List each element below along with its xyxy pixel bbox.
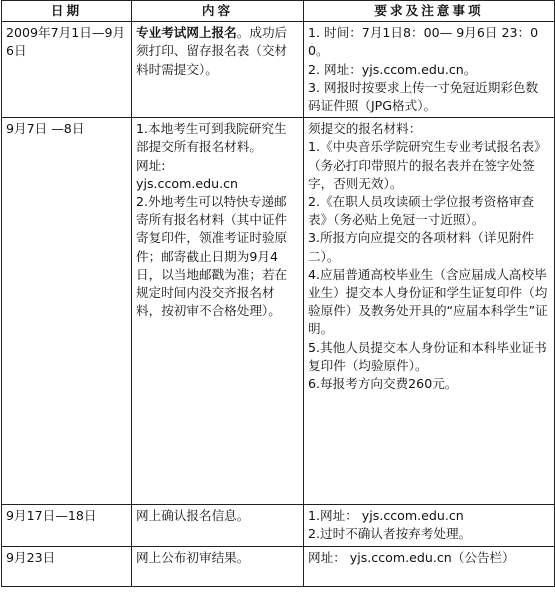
notes-cell: [304, 22, 555, 118]
note-item: 网址： yjs.ccom.edu.cn（公告栏）: [308, 549, 515, 565]
note-item: 1.网址： yjs.ccom.edu.cn: [308, 508, 464, 524]
notes-cell: [304, 546, 555, 586]
note-item: 5.其他人员提交本人身份证和本科毕业证书复印件（均验原件）。: [308, 339, 547, 373]
content-text: 。成功后须打印、留存报名表（交材料时需提交）。: [136, 25, 288, 77]
note-item: 2.《在职人员攻读硕士学位报考资格审查表》（务必贴上免冠一寸近照）。: [308, 194, 535, 228]
registration-schedule-table: [1, 0, 555, 587]
content-cell: [132, 546, 304, 586]
content-item: 网上确认报名信息。: [136, 508, 250, 524]
header-notes: 要求及注意事项: [304, 1, 555, 22]
date-cell: 9月23日: [2, 546, 132, 586]
note-item: 3.所报方向应提交的各项材料（详见附件二）。: [308, 230, 535, 264]
header-content: 内容: [132, 1, 304, 22]
date-cell: 9月7日 —8日: [2, 118, 132, 505]
note-item: 2.过时不确认者按弃考处理。: [308, 526, 472, 542]
content-cell: [132, 22, 304, 118]
note-item: 3. 网报时按要求上传一寸免冠近期彩色数码证件照（JPG格式）。: [308, 79, 539, 114]
content-url: yjs.ccom.edu.cn: [136, 175, 238, 191]
date-cell: 9月17日—18日: [2, 505, 132, 546]
note-item: 1.《中央音乐学院研究生专业考试报名表》（务必打印带照片的报名表并在签字处签字，否则无效）。: [308, 139, 547, 191]
header-date: 日期: [2, 1, 132, 22]
table-header-row: [2, 1, 555, 22]
content-cell: [132, 505, 304, 546]
content-item: 1.本地考生可到我院研究生部提交所有报名材料。: [136, 121, 287, 155]
note-item: 6.每报考方向交费260元。: [308, 376, 458, 392]
content-item: 2.外地考生可以特快专递邮寄所有报名材料（其中证件寄复印件，领准考证时验原件；邮寄截止日期为9月4日，以当地邮戳为准；若在规定时间内没交齐报名材料，按初审不合格处理）。: [136, 194, 288, 319]
table-row-preliminary-results: [2, 546, 555, 586]
note-item: 4.应届普通高校毕业生（含应届成人高校毕业生）提交本人身份证和学生证复印件（均验原件）及教务处开具的“应届本科学生”证明。: [308, 266, 548, 337]
note-item: 须提交的报名材料：: [308, 121, 422, 137]
table-row-confirm-registration: [2, 505, 555, 546]
content-cell: [132, 118, 304, 505]
content-emphasis: 专业考试网上报名: [136, 25, 237, 41]
content-item: 网上公布初审结果。: [136, 549, 250, 565]
note-item: 1. 时间：7月1日8：00— 9月6日 23：00。: [308, 25, 539, 59]
content-item: 网址:: [136, 157, 166, 173]
notes-cell: [304, 118, 555, 505]
table-row-online-registration: [2, 22, 555, 118]
table-row-material-submission: [2, 118, 555, 505]
notes-cell: [304, 505, 555, 546]
date-cell: 2009年7月1日—9月6日: [2, 22, 132, 118]
note-item: 2. 网址：yjs.ccom.edu.cn。: [308, 61, 477, 77]
